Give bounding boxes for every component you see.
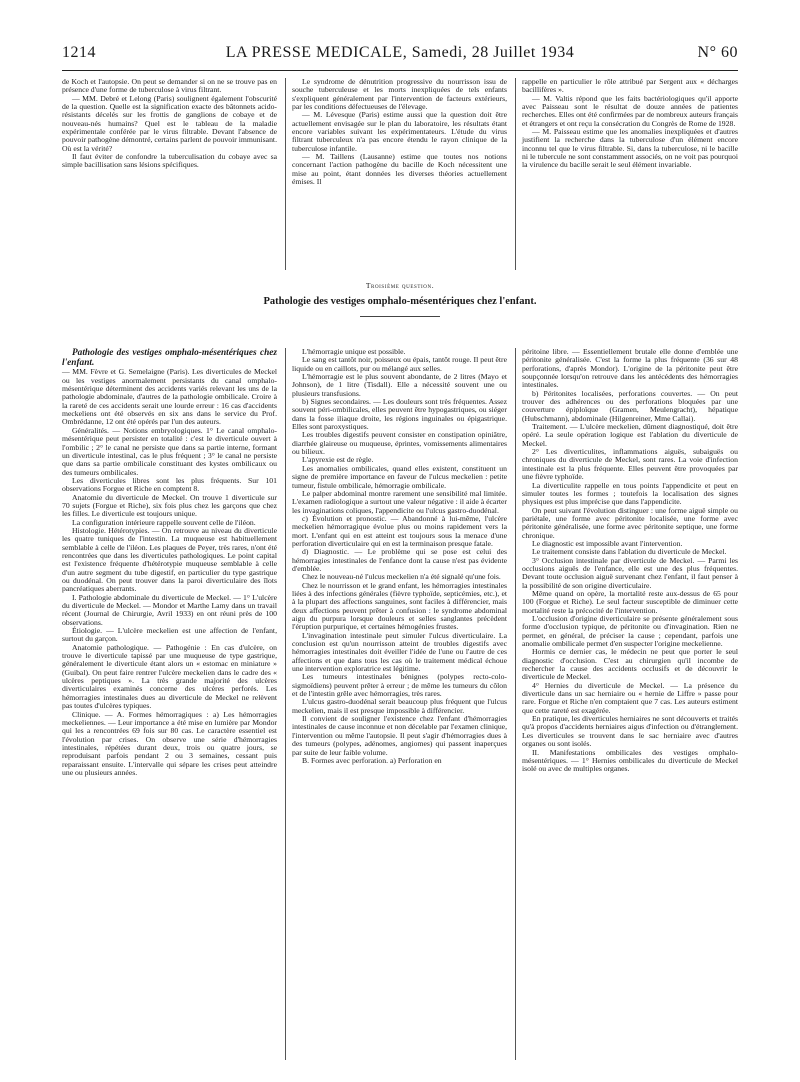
paragraph: — MM. Debré et Lelong (Paris) soulignent également l'obscurité de la question. Quelle est la signification exacte des bâtonnets acido-résistants décelés sur les frottis de ganglions de cobaye et de nouveau-nés humains? Quel est le tableau de la maladie expérimentale conférée par le virus filtrable. Devant l'absence de pouvoir pathogène démontré, certains parlent de pouvoir immunisant. Où est la vérité? xyxy=(62,93,277,153)
paragraph: Le palper abdominal montre rarement une sensibilité mal limitée. L'examen radiologique a surtout une valeur négative : il aide à écarter les invaginations coliques, l'appendicite ou l'ulcus gastro-duodénal. xyxy=(292,488,507,515)
paragraph: — M. Taillens (Lausanne) estime que toutes nos notions concernant l'action pathogène du bacille de Koch nécessitent une mise au point, étant données les diverses théories actuellement émises. Il xyxy=(292,152,507,187)
paragraph: péritoine libre. — Essentiellement brutale elle donne d'emblée une péritonite généralisée. C'est la forme la plus fréquente (36 sur 48 perforations, d'après Mondor). L'origine de la péritonite peut être soupçonnée lorsqu'on retrouve dans les antécédents des hémorragies intestinales. xyxy=(522,347,738,390)
paragraph: Le syndrome de dénutrition progressive du nourrisson issu de souche tuberculeuse et les morts inexpliquées de tels enfants s'expliquent généralement par l'intervention de facteurs extérieurs, par les conditions défectueuses de l'élevage. xyxy=(292,77,507,112)
article-title: Pathologie des vestiges omphalo-mésentériques chez l'enfant. xyxy=(62,348,277,369)
paragraph: d) Diagnostic. — Le problème qui se pose est celui des hémorragies intestinales de l'enfance dont la cause n'est pas évidente d'emblée. xyxy=(292,547,507,573)
bottom-column-1 xyxy=(62,348,277,777)
paragraph: Les diverticules libres sont les plus fréquents. Sur 101 observations Forgue et Riche en comptent 8. xyxy=(62,475,277,494)
paragraph: Hormis ce dernier cas, le médecin ne peut que porter le seul diagnostic d'occlusion. C'est au chirurgien qu'il incombe de rechercher la cause des accidents occlusifs et de découvrir le diverticule de Meckel. xyxy=(522,647,738,682)
column-divider xyxy=(285,348,286,1060)
paragraph: Anatomie pathologique. — Pathogénie : En cas d'ulcère, on trouve le diverticule tapissé par une muqueuse de type gastrique, généralement le diverticule étant alors un « estomac en miniature » (Guibal). On peut faire rentrer l'ulcère meckelien dans le cadre des « ulcères peptiques ». La très grande majorité des ulcères diverticulaires examinés concerne des ulcères perforés. Les hémorragies intestinales dues au diverticule de Meckel ne relèvent pas toutes d'ulcères typiques. xyxy=(62,642,277,711)
paragraph: Anatomie du diverticule de Meckel. On trouve 1 diverticule sur 70 sujets (Forgue et Riche), six fois plus chez les garçons que chez les filles. Le diverticule est toujours unique. xyxy=(62,492,277,519)
paragraph: — M. Lévesque (Paris) estime aussi que la question doit être actuellement envisagée sur le plan du laboratoire, les résultats étant encore variables suivant les expérimentateurs. L'étude du virus filtrant tuberculeux n'a pas encore étendu le rayon clinique de la tuberculose infantile. xyxy=(292,110,507,153)
issue-number: N° 60 xyxy=(697,44,738,61)
paragraph: Traitement. — L'ulcère meckelien, dûment diagnostiqué, doit être opéré. La seule opération logique est l'ablation du diverticule de Meckel. xyxy=(522,422,738,448)
paragraph: Même quand on opère, la mortalité reste aux-dessus de 65 pour 100 (Forgue et Riche). Le seul facteur susceptible de diminuer cette mortalité reste la précocité de l'intervention. xyxy=(522,588,738,615)
paragraph: Histologie. Hétérotypies. — On retrouve au niveau du diverticule les quatre tuniques de l'intestin. La muqueuse est habituellement semblable à celle de l'iléon. Les plaques de Peyer, très rares, n'ont été rencontrées que dans les diverticules pathologiques. Le point capital est l'existence fréquente d'hétérotypie muqueuse semblable à celle d'un autre segment du tube digestif, en particulier du type gastrique ou duodénal. On peut trouver dans la paroi diverticulaire des îlots pancréatiques aberrants. xyxy=(62,525,277,594)
paragraph: On peut suivant l'évolution distinguer : une forme aiguë simple ou pariétale, une forme avec péritonite localisée, une forme avec péritonite généralisée, une forme avec péritonite septique, une forme chronique. xyxy=(522,505,738,540)
paragraph: Chez le nourrisson et le grand enfant, les hémorragies intestinales liées à des infections générales (fièvre typhoïde, septicémies, etc.), et à la plupart des affections sanguines, sont faciles à différencier, mais deux affections peuvent prêter à confusion : le syndrome abdominal aigu du purpura lorsque douleurs et selles sanglantes précèdent l'éruption purpurique, et certaines hémogénies frustes. xyxy=(292,580,507,632)
paragraph: Le traitement consiste dans l'ablation du diverticule de Meckel. xyxy=(532,547,727,557)
paragraph: de Koch et l'autopsie. On peut se demander si on ne se trouve pas en présence d'une forme de tuberculose à virus filtrant. xyxy=(62,77,277,95)
paragraph: La configuration intérieure rappelle souvent celle de l'iléon. xyxy=(72,517,256,527)
paragraph: Étiologie. — L'ulcère meckelien est une affection de l'enfant, surtout du garçon. xyxy=(62,626,277,644)
page-header xyxy=(62,44,738,71)
paragraph: L'hémorragie est le plus souvent abondante, de 2 litres (Mayo et Johnson), de 1 litre (Tisdall). Elle a nécessité souvent une ou plusieurs transfusions. xyxy=(292,372,507,398)
column-divider xyxy=(515,348,516,1060)
journal-title: LA PRESSE MEDICALE, Samedi, 28 Juillet 1934 xyxy=(225,44,575,61)
paragraph: rappelle en particulier le rôle attribué par Sergent aux « décharges bacillifères ». xyxy=(522,77,738,95)
section-rule xyxy=(360,316,440,317)
paragraph: L'invagination intestinale peut simuler l'ulcus diverticulaire. La conclusion est qu'un nourrisson atteint de troubles digestifs avec hémorragies intestinales doit éveiller l'idée de l'une ou l'autre de ces affections et que dans tous les cas où le traitement médical échoue une intervention exploratrice est légitime. xyxy=(292,630,507,674)
top-column-1 xyxy=(62,78,277,170)
paragraph: L'ulcus gastro-duodénal serait beaucoup plus fréquent que l'ulcus meckelien, mais il est presque impossible à différencier. xyxy=(292,697,507,715)
paragraph: b) Signes secondaires. — Les douleurs sont très fréquentes. Assez souvent péri-ombilicales, elles peuvent être hypogastriques, ou siéger dans la fosse iliaque droite, les régions inguinales ou épigastrique. Elles sont paroxystiques. xyxy=(292,397,507,432)
top-column-2 xyxy=(292,78,507,186)
bottom-column-2 xyxy=(292,348,507,765)
paragraph: 4° Hernies du diverticule de Meckel. — La présence du diverticule dans un sac herniaire ou « hernie de Liffre » passe pour rare. Forgue et Riche n'en comptaient que 7 cas. Les auteurs estiment que cette rareté est exagérée. xyxy=(522,680,738,715)
paragraph: Clinique. — A. Formes hémorragiques : a) Les hémorragies meckeliennes. — Leur importance a été mise en lumière par Mondor qui les a rencontrées 69 fois sur 80 cas. Le caractère essentiel est l'évolution par crises. On observe une série d'hémorragies intestinales, répétées durant deux, trois ou quatre jours, se reproduisant parfois pendant 2 ou 3 semaines, cessant puis reparaissant ensuite. L'intervalle qui sépare les crises peut atteindre une ou plusieurs années. xyxy=(62,709,277,777)
paragraph: Chez le nouveau-né l'ulcus meckelien n'a été signalé qu'une fois. xyxy=(302,572,501,582)
paragraph: L'occlusion d'origine diverticulaire se présente généralement sous forme d'occlusion typique, de péritonite ou d'invagination. Rien ne permet, en général, de préciser la cause ; cependant, parfois une anomalie ombilicale permet d'en suspecter l'origine meckelienne. xyxy=(522,614,738,649)
section-label: Troisième question. xyxy=(365,281,435,290)
bottom-column-3 xyxy=(522,348,738,774)
paragraph: c) Évolution et pronostic. — Abandonné à lui-même, l'ulcère meckelien hémorragique évolue plus ou moins rapidement vers la mort. L'enfant qui en est atteint est toujours sous la menace d'une perforation diverticulaire qui en est la terminaison presque fatale. xyxy=(292,513,507,548)
paragraph: I. Pathologie abdominale du diverticule de Meckel. — 1° L'ulcère du diverticule de Meckel. — Mondor et Marthe Lamy dans un travail récent (Journal de Chirurgie, Avril 1933) en ont réuni près de 100 observations. xyxy=(62,592,277,627)
paragraph: En pratique, les diverticules herniaires ne sont découverts et traités qu'à propos d'accidents herniaires aigus d'infection ou d'étranglement. Les diverticules se trouvent dans le sac herniaire avec d'autres organes ou sont isolés. xyxy=(522,714,738,749)
paragraph: Généralités. — Notions embryologiques. 1° Le canal omphalo-mésentérique peut persister en totalité : c'est le diverticule ouvert à l'ombilic ; 2° le canal ne persiste que dans sa partie interne, formant un diverticule intestinal, cas le plus fréquent ; 3° le canal ne persiste que dans sa partie ombilicale constituant des kystes ombilicaux ou des tumeurs ombilicales. xyxy=(62,425,277,477)
paragraph: L'apyrexie est de règle. xyxy=(302,455,374,465)
paragraph: L'hémorragie unique est possible. xyxy=(302,347,406,356)
section-title: Pathologie des vestiges omphalo-mésentériques chez l'enfant. xyxy=(263,296,537,307)
paragraph: — M. Valtis répond que les faits bactériologiques qu'il apporte avec Paisseau sont le résultat de douze années de patientes recherches. Elles ont été confirmées par de nombreux auteurs français et étrangers et ont reçu la consécration du Congrès de Rome de 1928. xyxy=(522,93,738,128)
paragraph: Il convient de souligner l'existence chez l'enfant d'hémorragies intestinales de cause inconnue et non décelable par l'examen clinique, l'intervention ou même l'autopsie. Il peut s'agir d'hémorragies dues à des tumeurs (polypes, adénomes, angiomes) qui passent inaperçues par suite de leur faible volume. xyxy=(292,714,507,757)
paragraph: Il faut éviter de confondre la tuberculisation du cobaye avec sa simple bacillisation sans lésions spécifiques. xyxy=(62,152,277,170)
paragraph: Les anomalies ombilicales, quand elles existent, constituent un signe de première importance en faveur de l'ulcus meckelien : petite tumeur, fistule ombilicale, hémorragie ombilicale. xyxy=(292,463,507,490)
column-divider xyxy=(515,78,516,270)
paragraph: — MM. Fèvre et G. Semelaigne (Paris). Les diverticules de Meckel ou les vestiges anormalement persistants du canal omphalo-mésentérique déterminent des accidents variés relevant les uns de la pathologie abdominale, d'autres de la pathologie ombilicale. Croire à la rareté de ces accidents serait une lourde erreur : 16 cas d'accidents meckeliens ont été observés en six ans dans le service du Prof. Ombrédanne, 12 ont été opérés par l'un des auteurs. xyxy=(62,367,277,427)
paragraph: 3° Occlusion intestinale par diverticule de Meckel. — Parmi les occlusions aiguës de l'enfance, elle est une des plus fréquentes. Devant toute occlusion aiguë survenant chez l'enfant, il faut penser à la possibilité de son origine diverticulaire. xyxy=(522,555,738,590)
paragraph: Le sang est tantôt noir, poisseux ou épais, tantôt rouge. Il peut être liquide ou en caillots, pur ou mélangé aux selles. xyxy=(292,355,507,373)
paragraph: La diverticulite rappelle en tous points l'appendicite et peut en simuler toutes les formes ; toutefois la localisation des signes physiques est plus imprécise que dans l'appendicite. xyxy=(522,480,738,507)
paragraph: II. Manifestations ombilicales des vestiges omphalo-mésentériques. — 1° Hernies ombilicales du diverticule de Meckel isolé ou avec de multiples organes. xyxy=(522,747,738,774)
paragraph: 2° Les diverticulites, inflammations aiguës, subaiguës ou chroniques du diverticule de Meckel, sont rares. La voie d'infection intestinale est la plus fréquente. Elles peuvent être provoquées par une fièvre typhoïde. xyxy=(522,447,738,482)
page-number: 1214 xyxy=(62,44,96,61)
paragraph: b) Péritonites localisées, perforations couvertes. — On peut trouver des adhérences ou des perforations bloquées par une couverture épiploïque (Gramen, Meulengracht), hépatique (Hubschmann), abdominale (Hilgenreiner, Mme Callai). xyxy=(522,388,738,423)
top-column-3 xyxy=(522,78,738,170)
paragraph: B. Formes avec perforation. a) Perforation en xyxy=(302,755,442,765)
paragraph: Les tumeurs intestinales bénignes (polypes recto-colo-sigmoïdiens) peuvent prêter à erreur ; de même les tumeurs du côlon et de l'intestin grêle avec hémorragies, très rares. xyxy=(292,672,507,699)
paragraph: Le diagnostic est impossible avant l'intervention. xyxy=(532,538,683,548)
paragraph: — M. Paisseau estime que les anomalies inexpliquées et d'autres justifient la recherche dans la tuberculose d'un élément encore inconnu tel que le virus filtrable. Si, dans la tuberculose, ni le bacille ni le tubercule ne sont constamment associés, on ne voit pas pourquoi la virulence du bacille serait le seul élément invariable. xyxy=(522,127,738,170)
paragraph: Les troubles digestifs peuvent consister en constipation opiniâtre, diarrhée glaireuse ou muqueuse, éprintes, vomissements alimentaires ou bilieux. xyxy=(292,430,507,457)
column-divider xyxy=(285,78,286,270)
